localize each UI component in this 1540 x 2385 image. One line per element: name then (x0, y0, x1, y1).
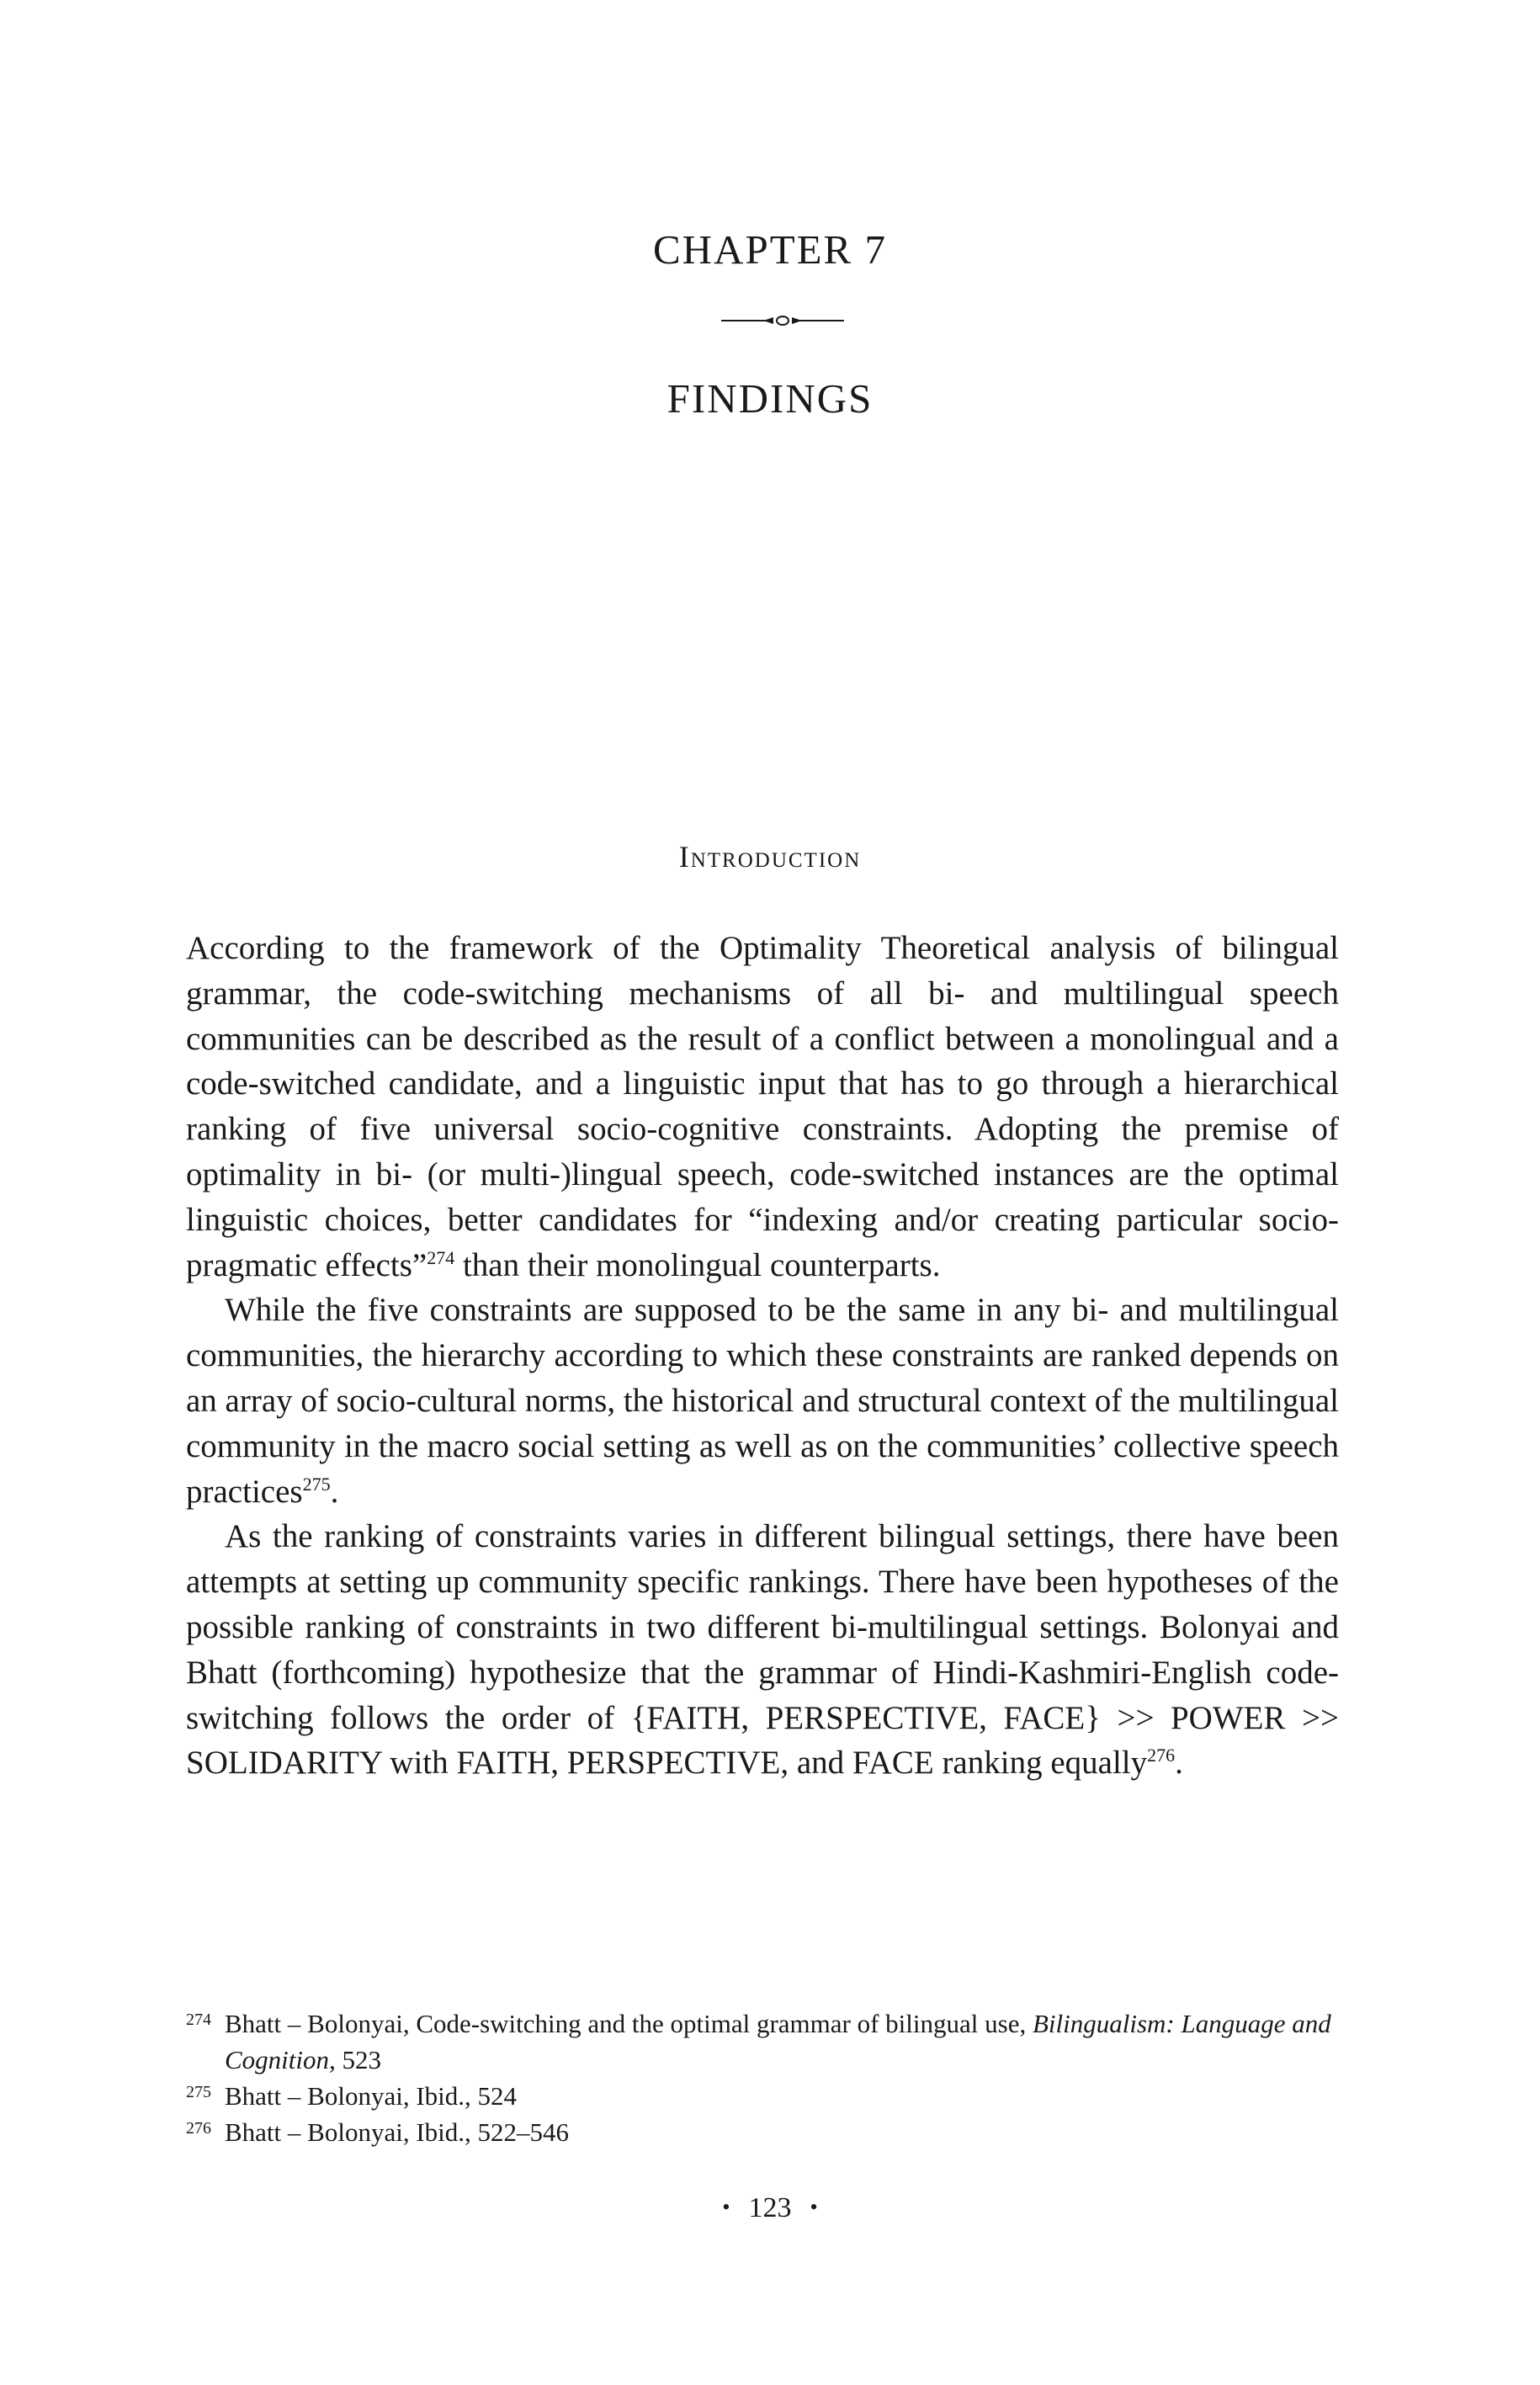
footnote-number: 275 (186, 2083, 211, 2101)
paragraph-text: As the ranking of constraints varies in different bilingual settings, there have been attempts at setting up community specific rankings. There have been hypotheses of the possible ranking of constraints in two different bi-multilingual settings. Bolonyai and Bhatt (forthcoming) hypothesize that the grammar of Hindi-Kashmiri-English code-switching follows the order of {FAITH, PERSPECTIVE, FACE} >> POWER >> SOLIDARITY with FAITH, PERSPECTIVE, and FACE ranking equally (186, 1518, 1339, 1782)
footnote-reference[interactable]: 275 (302, 1473, 331, 1495)
footnote-reference[interactable]: 274 (427, 1246, 455, 1268)
paragraph (186, 1288, 1339, 1514)
page-number-value: 123 (748, 2192, 792, 2223)
footnote-text: Bhatt – Bolonyai, Ibid., 524 (225, 2081, 518, 2111)
footnote-number: 276 (186, 2119, 211, 2138)
page-number (0, 2192, 1540, 2224)
chapter-label: CHAPTER 7 (652, 226, 887, 273)
footnote-journal: Bilingualism: Language and Cognition, (225, 2009, 1331, 2074)
footnote-text: Bhatt – Bolonyai, Ibid., 522–546 (225, 2117, 570, 2147)
footnote-number: 274 (186, 2011, 211, 2029)
body-text (186, 926, 1339, 1786)
footnote (186, 2005, 1339, 2078)
footnote-citation: Bhatt – Bolonyai, Code-switching and the optimal grammar of bilingual use, (225, 2009, 1033, 2038)
bullet-separator: • (722, 2195, 730, 2219)
footnotes (186, 2005, 1339, 2150)
footnote-text (225, 2005, 1339, 2078)
footnote (186, 2078, 1339, 2114)
paragraph-text: than their monolingual counterparts. (454, 1246, 941, 1283)
footnote-page: 523 (335, 2045, 382, 2074)
paragraph (186, 926, 1339, 1288)
section-heading: Introduction (678, 840, 862, 874)
chapter-title: FINDINGS (666, 375, 874, 422)
paragraph-text: . (330, 1473, 339, 1510)
bullet-separator: • (810, 2195, 818, 2219)
divider-ornament-icon (720, 308, 846, 333)
paragraph-text: While the five constraints are supposed to be the same in any bi- and multilingual communities, the hierarchy according to which these constraints are ranked depends on an array of socio-cultural norms, the historical and structural context of the multilingual community in the macro social setting as well as on the communities’ collective speech practices (186, 1292, 1340, 1510)
paragraph (186, 1514, 1339, 1786)
footnote (186, 2114, 1339, 2150)
footnote-reference[interactable]: 276 (1147, 1745, 1176, 1766)
paragraph-text: . (1175, 1745, 1183, 1782)
paragraph-text: According to the framework of the Optimality Theoretical analysis of bilingual grammar, the code-switching mechanisms of all bi- and multilingual speech communities can be described as the result of a conflict between a monolingual and a code-switched candidate, and a linguistic input that has to go through a hierarchical ranking of five universal socio-cognitive constraints. Adopting the premise of optimality in bi- (or multi-)lingual speech, code-switched instances are the optimal linguistic choices, better candidates for “indexing and/or creating particular socio-pragmatic effects” (186, 930, 1339, 1283)
